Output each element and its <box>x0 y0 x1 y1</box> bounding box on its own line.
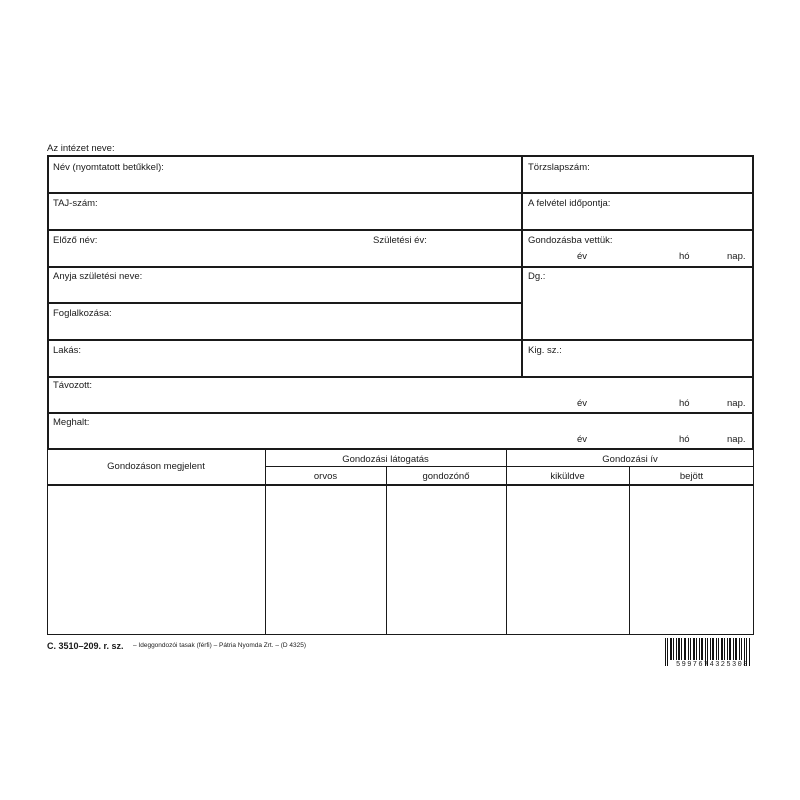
arrived-subheader: bejött <box>679 471 704 482</box>
form-code: C. 3510–209. r. sz. <box>47 641 124 651</box>
nurse-subheader: gondozónő <box>422 471 470 482</box>
taken-into-care-label: Gondozásba vettük: <box>528 235 613 246</box>
table-header-bottom <box>47 484 754 486</box>
table-column-divider <box>629 466 630 635</box>
row-divider <box>47 376 754 378</box>
doctor-subheader: orvos <box>313 471 338 482</box>
admission-time-label: A felvétel időpontja: <box>528 198 611 209</box>
left-day-label: nap. <box>727 398 746 409</box>
care-month-label: hó <box>679 251 690 262</box>
died-month-label: hó <box>679 434 690 445</box>
table-column-divider <box>386 466 387 635</box>
row-divider <box>47 229 754 231</box>
row-divider <box>47 266 754 268</box>
form-description: – Ideggondozói tasak (férfi) – Pátria Nyomda Zrt. – (D 4325) <box>133 642 307 649</box>
appeared-header: Gondozáson megjelent <box>107 461 205 472</box>
died-year-label: év <box>577 434 588 445</box>
kig-label: Kig. sz.: <box>528 345 562 356</box>
row-divider <box>47 192 754 194</box>
died-label: Meghalt: <box>53 417 90 428</box>
care-sheet-header: Gondozási ív <box>602 454 658 465</box>
name-label: Név (nyomtatott betűkkel): <box>53 162 164 173</box>
mother-birth-name-label: Anyja születési neve: <box>53 271 143 282</box>
sent-subheader: kiküldve <box>550 471 585 482</box>
care-day-label: nap. <box>727 251 746 262</box>
address-label: Lakás: <box>53 345 81 356</box>
left-year-label: év <box>577 398 588 409</box>
row-divider <box>47 339 754 341</box>
table-header-divider <box>265 466 754 467</box>
left-label: Távozott: <box>53 380 93 391</box>
institution-label: Az intézet neve: <box>47 143 115 154</box>
care-visit-header: Gondozási látogatás <box>342 454 429 465</box>
register-number-label: Törzslapszám: <box>528 162 590 173</box>
left-month-label: hó <box>679 398 690 409</box>
barcode-number: 5997674325308 <box>676 661 749 669</box>
dg-label: Dg.: <box>528 271 546 282</box>
occupation-label: Foglalkozása: <box>53 308 112 319</box>
column-divider <box>521 155 523 376</box>
birth-year-label: Születési év: <box>373 235 427 246</box>
care-year-label: év <box>577 251 588 262</box>
taj-number-label: TAJ-szám: <box>53 198 98 209</box>
died-day-label: nap. <box>727 434 746 445</box>
previous-name-label: Előző név: <box>53 235 98 246</box>
row-divider <box>47 302 523 304</box>
row-divider <box>47 412 754 414</box>
